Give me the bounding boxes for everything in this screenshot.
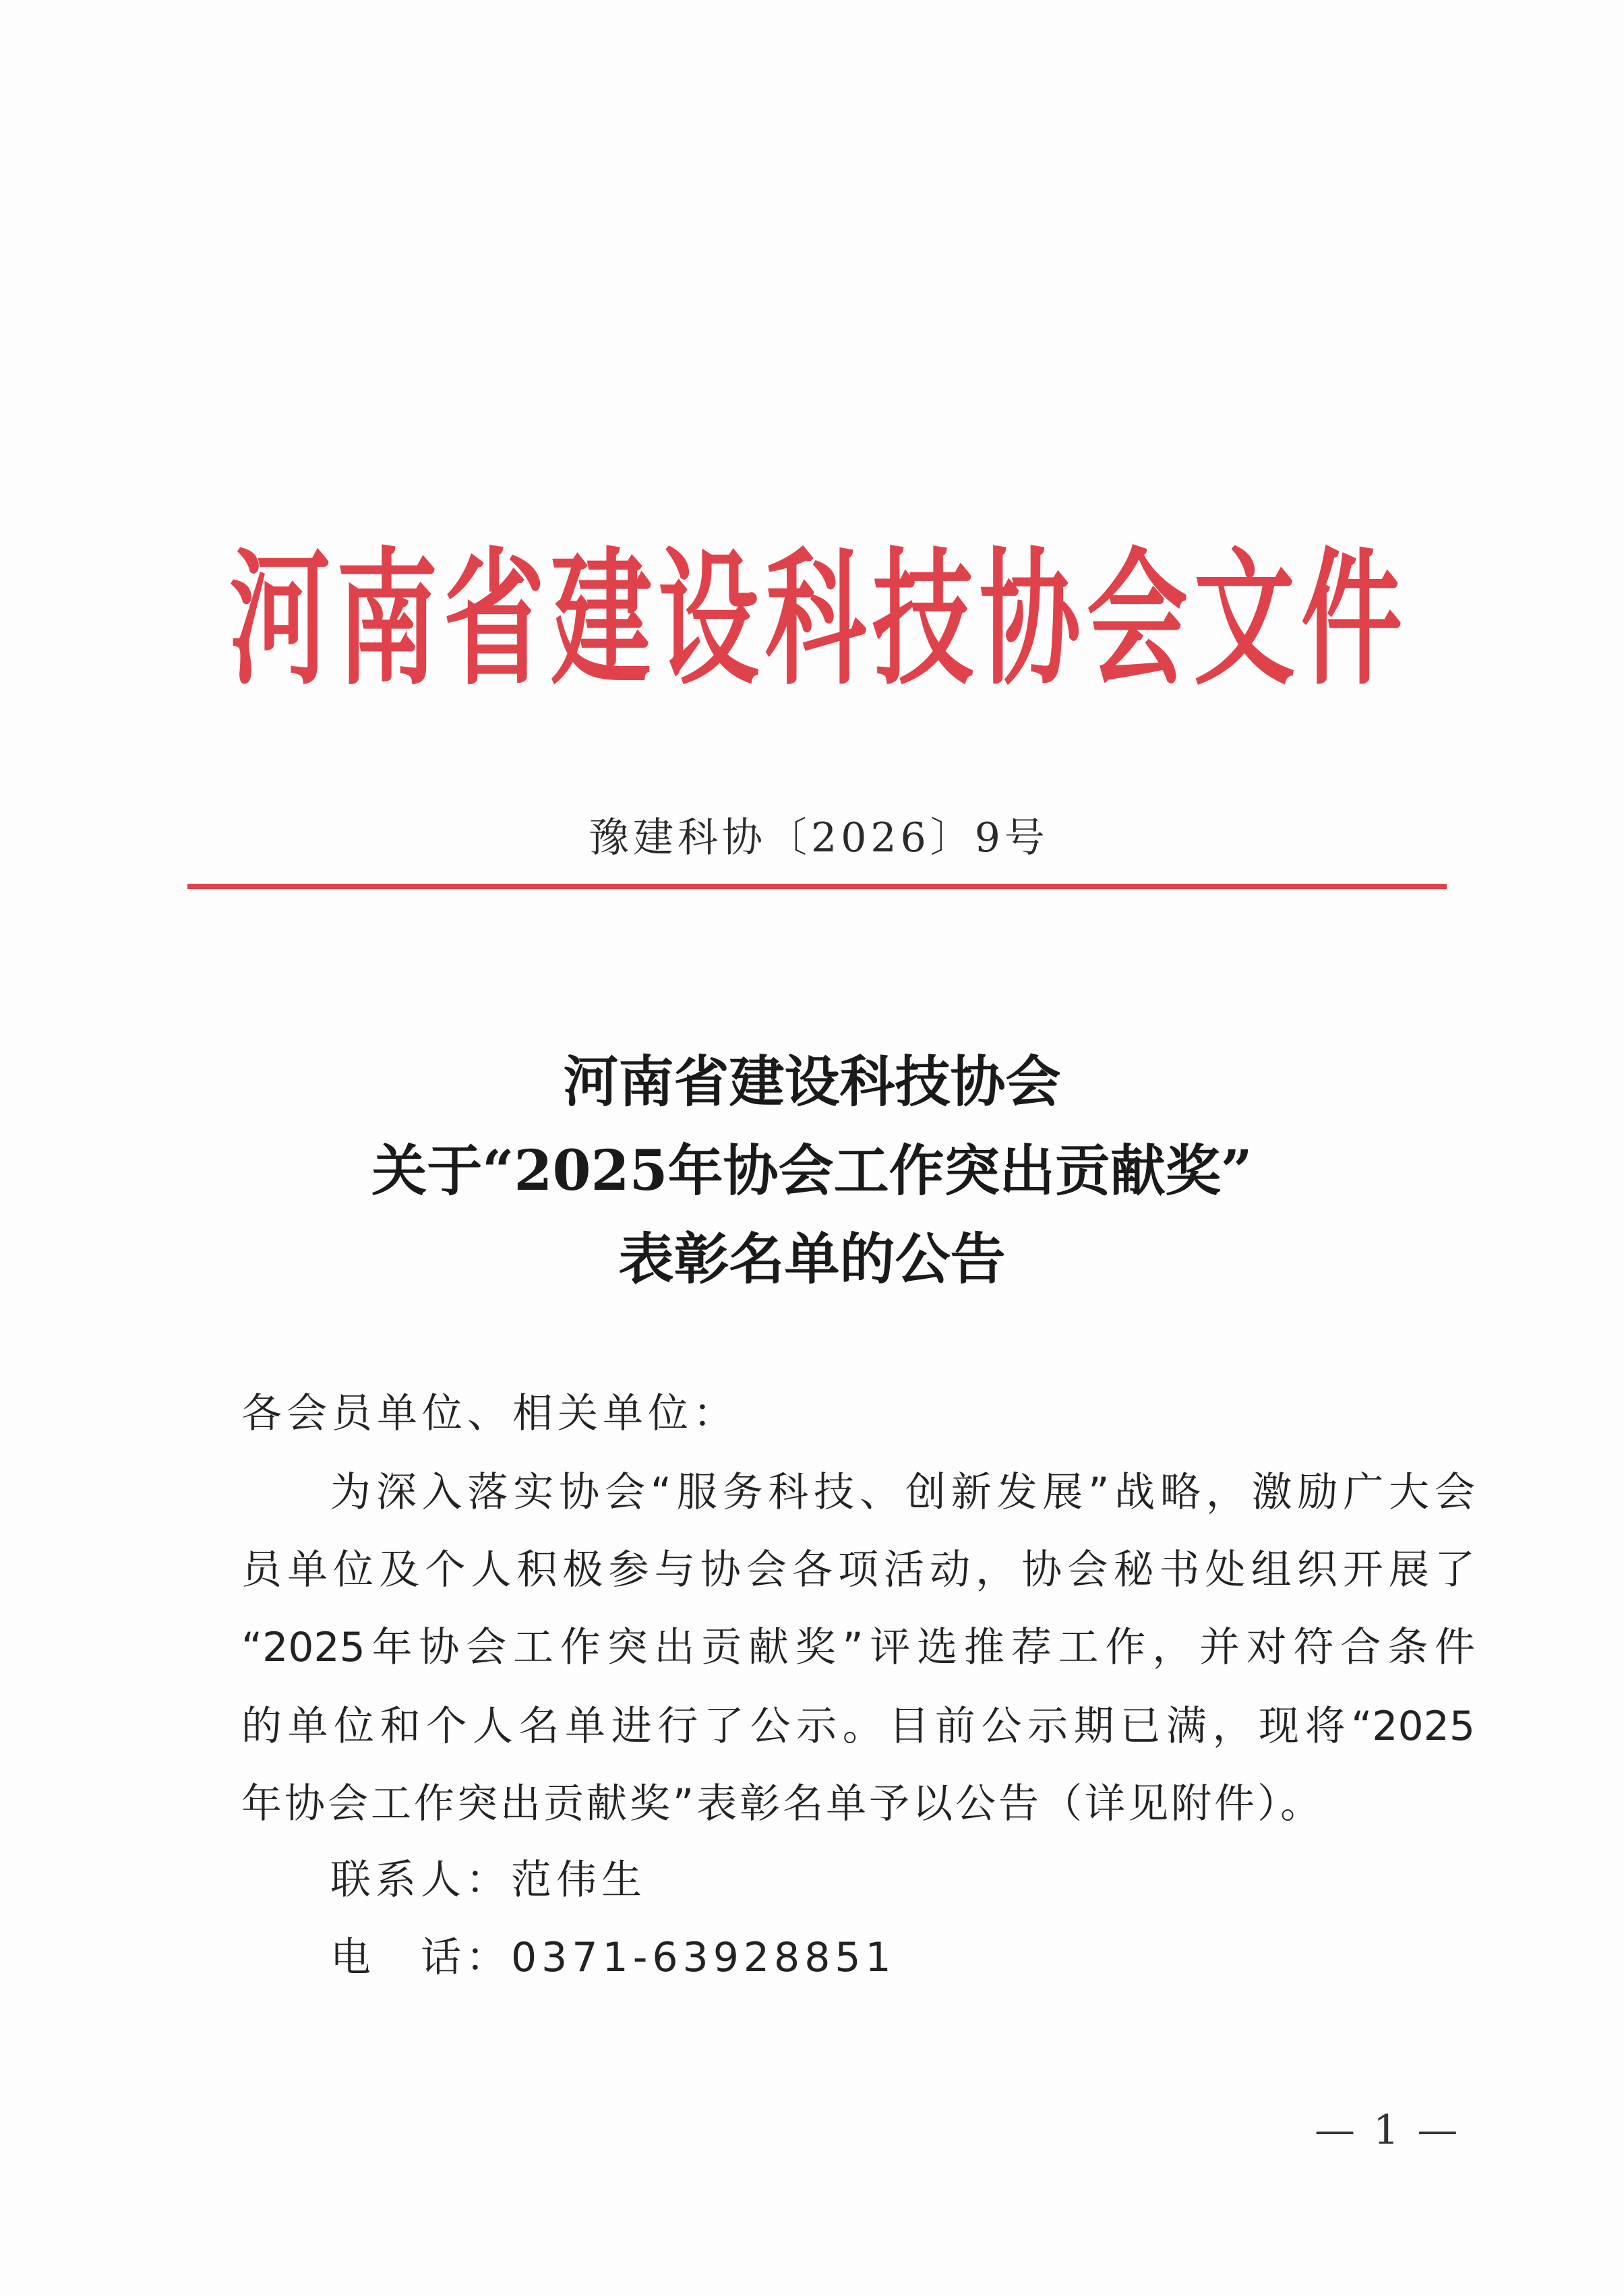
header-char: 文 [1193,533,1295,706]
header-char: 设 [657,533,759,706]
body-line: “2025年协会工作突出贡献奖”评选推荐工作，并对符合条件 [241,1624,1475,1671]
header-char: 河 [229,533,331,706]
body-line: 年协会工作突出贡献奖”表彰名单予以公告（详见附件）。 [241,1780,1324,1827]
notice-title-line-1: 河南省建设科技协会 [563,1050,1061,1114]
contact-phone: 电 话：0371-63928851 [330,1934,896,1981]
header-char: 协 [979,533,1081,706]
header-char: 件 [1300,533,1402,706]
header-char: 技 [872,533,973,706]
document-number: 豫建科协〔2026〕9号 [589,814,1049,862]
contact-person: 联系人：范伟生 [330,1856,646,1904]
header-char: 会 [1086,533,1188,706]
notice-title-line-3: 表彰名单的公告 [618,1227,1006,1292]
red-divider [187,884,1447,889]
header-char: 南 [336,533,438,706]
header-char: 科 [764,533,866,706]
salutation: 各会员单位、相关单位： [241,1390,738,1437]
header-char: 建 [550,533,652,706]
notice-title-line-2: 关于“2025年协会工作突出贡献奖” [371,1139,1253,1203]
header-char: 省 [443,533,545,706]
body-line: 员单位及个人积极参与协会各项活动，协会秘书处组织开展了 [241,1546,1475,1594]
org-document-header [229,519,1402,706]
body-line: 的单位和个人名单进行了公示。目前公示期已满，现将“2025 [241,1703,1475,1750]
page-number: — 1 — [1315,2107,1461,2154]
body-line: 为深入落实协会“服务科技、创新发展”战略，激励广大会 [330,1469,1475,1516]
